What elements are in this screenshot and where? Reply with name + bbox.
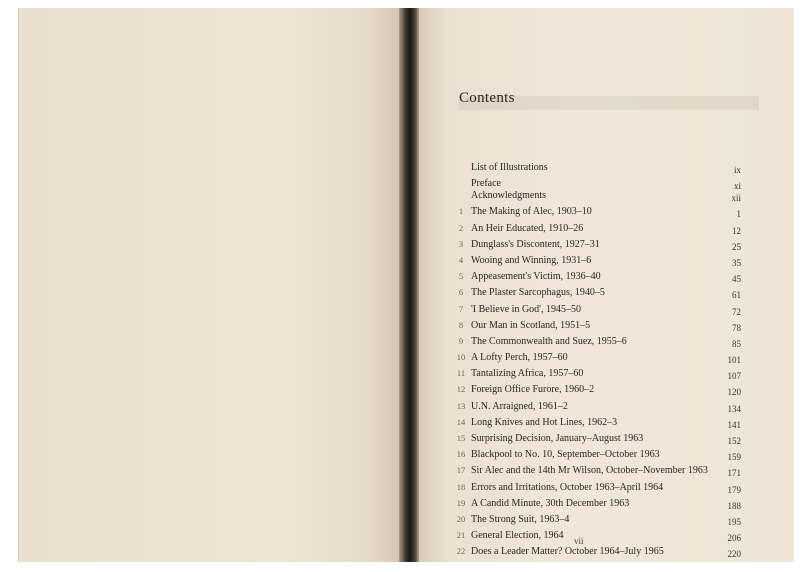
chapter-number: 19	[456, 497, 466, 508]
toc-entry	[453, 382, 741, 398]
chapter-number: 11	[456, 368, 466, 379]
toc-entry	[453, 160, 741, 176]
chapter-title: Wooing and Winning, 1931–6	[471, 254, 592, 266]
chapter-title: General Election, 1964	[471, 530, 564, 542]
toc-entry	[453, 176, 741, 192]
chapter-title: Acknowledgments	[471, 190, 546, 202]
chapter-title: Preface	[471, 178, 501, 190]
chapter-title: An Heir Educated, 1910–26	[471, 222, 584, 234]
chapter-title: Long Knives and Hot Lines, 1962–3	[471, 416, 618, 428]
chapter-page: 220	[727, 549, 741, 560]
chapter-number: 15	[456, 433, 466, 443]
chapter-page: 25	[732, 241, 741, 252]
chapter-page: 85	[732, 338, 741, 349]
toc-entry	[453, 528, 741, 544]
chapter-number: 5	[458, 271, 464, 282]
toc-entry	[453, 366, 741, 382]
table-of-contents	[453, 160, 741, 561]
chapter-page: 1	[736, 209, 741, 220]
toc-entry	[453, 221, 741, 237]
chapter-number: 3	[458, 238, 464, 249]
chapter-page: 120	[727, 387, 741, 398]
chapter-title: Errors and Irritations, October 1963–April 1964	[471, 481, 664, 493]
chapter-page: 78	[732, 322, 741, 333]
toc-entry	[453, 463, 741, 479]
chapter-title: A Candid Minute, 30th December 1963	[471, 497, 630, 509]
chapter-page: 107	[727, 371, 741, 382]
toc-entry	[453, 285, 741, 301]
chapter-number: 9	[458, 335, 464, 346]
chapter-page: 72	[732, 306, 741, 317]
chapter-page: 45	[732, 274, 741, 285]
chapter-number: 10	[456, 352, 466, 363]
toc-entry	[453, 237, 741, 253]
page-title: Contents	[459, 90, 515, 106]
chapter-number: 2	[458, 222, 464, 233]
chapter-page: 101	[727, 355, 741, 366]
chapter-title: Appeasement's Victim, 1936–40	[471, 271, 601, 283]
toc-entry	[453, 480, 741, 496]
chapter-page: 12	[732, 225, 741, 236]
chapter-page: 35	[732, 257, 741, 268]
chapter-page: 134	[727, 403, 741, 414]
chapter-page: 195	[727, 516, 741, 527]
chapter-title: Does a Leader Matter? October 1964–July 1965	[471, 546, 664, 558]
chapter-number: 1	[458, 206, 464, 217]
chapter-title: Our Man in Scotland, 1951–5	[471, 319, 591, 331]
toc-entry	[453, 302, 741, 318]
chapter-page: 152	[727, 436, 741, 446]
chapter-title: Tantalizing Africa, 1957–60	[471, 368, 584, 380]
toc-entry	[453, 253, 741, 269]
chapter-page: 159	[727, 452, 741, 463]
chapter-title: The Strong Suit, 1963–4	[471, 513, 570, 525]
chapter-number: 12	[456, 384, 466, 395]
toc-entry	[453, 318, 741, 334]
toc-entry	[453, 544, 741, 560]
chapter-title: Blackpool to No. 10, September–October 1963	[471, 449, 660, 461]
page-number: vii	[574, 536, 584, 546]
chapter-number: 16	[456, 449, 466, 460]
toc-entry	[453, 334, 741, 350]
toc-entry	[453, 496, 741, 512]
chapter-page: xii	[731, 193, 741, 204]
chapter-number: 20	[456, 513, 466, 524]
toc-entry	[453, 431, 741, 447]
toc-entry	[453, 350, 741, 366]
chapter-number: 18	[456, 481, 466, 492]
toc-entry	[453, 188, 741, 204]
chapter-page: 179	[727, 484, 741, 495]
chapter-number: 17	[456, 465, 466, 476]
chapter-page: 141	[727, 419, 741, 430]
chapter-title: The Plaster Sarcophagus, 1940–5	[471, 287, 605, 299]
chapter-number: 22	[456, 546, 466, 557]
toc-entry	[453, 415, 741, 431]
chapter-page: 61	[732, 290, 741, 301]
chapter-title: A Lofty Perch, 1957–60	[471, 352, 568, 364]
open-book	[18, 8, 794, 562]
left-page	[18, 8, 399, 562]
chapter-number: 6	[458, 287, 464, 298]
chapter-title: Surprising Decision, January–August 1963	[471, 433, 644, 444]
toc-entry	[453, 399, 741, 415]
chapter-title: The Making of Alec, 1903–10	[471, 206, 592, 218]
chapter-page: 188	[727, 500, 741, 511]
book-gutter	[399, 8, 419, 562]
chapter-title: Dunglass's Discontent, 1927–31	[471, 238, 600, 250]
toc-entry	[453, 269, 741, 285]
chapter-number: 4	[458, 254, 464, 265]
chapter-number: 13	[456, 400, 466, 411]
chapter-number: 14	[456, 416, 466, 427]
chapter-title: 'I Believe in God', 1945–50	[471, 303, 581, 315]
chapter-title: U.N. Arraigned, 1961–2	[471, 400, 568, 412]
toc-entry	[453, 447, 741, 463]
chapter-title: The Commonwealth and Suez, 1955–6	[471, 335, 627, 347]
chapter-page: xi	[733, 181, 741, 192]
toc-entry	[453, 204, 741, 220]
chapter-page: 171	[727, 468, 741, 479]
chapter-number: 8	[458, 319, 464, 330]
chapter-title: List of Illustrations	[471, 162, 548, 173]
chapter-title: Sir Alec and the 14th Mr Wilson, October–November 1963	[471, 465, 708, 477]
chapter-number: 21	[456, 530, 466, 541]
chapter-number: 7	[458, 303, 464, 314]
toc-entry	[453, 512, 741, 528]
chapter-page: 206	[727, 533, 741, 544]
chapter-title: Foreign Office Furore, 1960–2	[471, 384, 595, 396]
chapter-page: ix	[733, 165, 741, 175]
right-page	[419, 8, 794, 562]
